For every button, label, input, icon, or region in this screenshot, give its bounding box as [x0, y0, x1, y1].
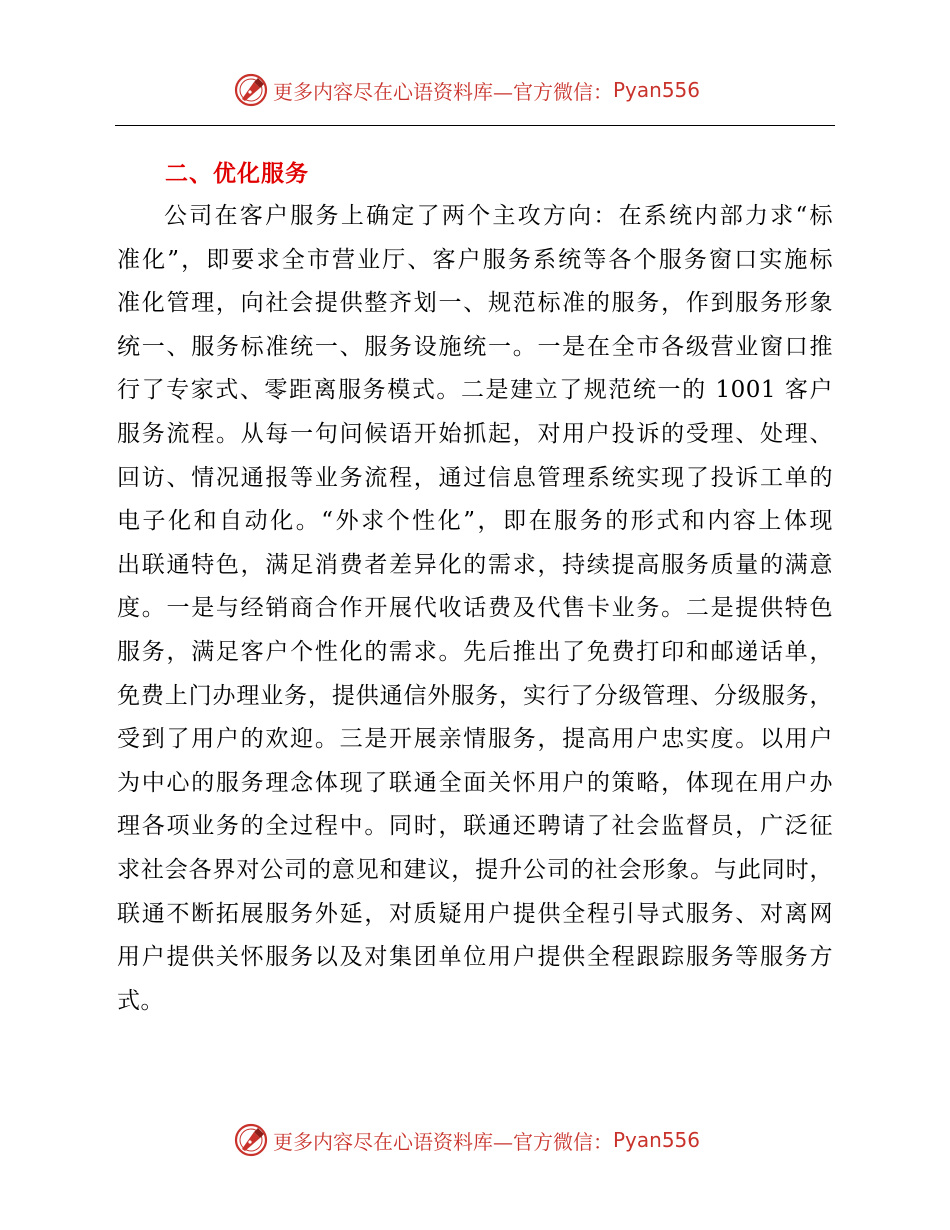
footer-wechat-handle: Pyan556: [613, 1128, 701, 1152]
text-line: 电子化和自动化。“外求个性化”，即在服务的形式和内容上体现: [117, 508, 833, 535]
text-line: 度。一是与经销商合作开展代收话费及代售卡业务。二是提供特色: [117, 595, 833, 622]
header-banner-text: 更多内容尽在心语资料库—官方微信：: [273, 79, 613, 104]
text-line: 联通不断拓展服务外延，对质疑用户提供全程引导式服务、对离网: [117, 900, 833, 927]
text-line: 统一、服务标准统一、服务设施统一。一是在全市各级营业窗口推: [117, 333, 833, 360]
body-paragraph: [117, 195, 833, 1023]
text-line: 免费上门办理业务，提供通信外服务，实行了分级管理、分级服务，: [117, 682, 833, 709]
text-line: 服务流程。从每一句问候语开始抓起，对用户投诉的受理、处理、: [117, 420, 833, 447]
pen-nib-logo-icon: [233, 72, 269, 108]
text-line: 公司在客户服务上确定了两个主攻方向：在系统内部力求“标: [164, 203, 833, 229]
text-line: 式。: [117, 987, 164, 1014]
text-line: 回访、情况通报等业务流程，通过信息管理系统实现了投诉工单的: [117, 464, 833, 491]
text-line: 行了专家式、零距离服务模式。二是建立了规范统一的 1001 客户: [117, 377, 833, 404]
text-line: 服务，满足客户个性化的需求。先后推出了免费打印和邮递话单，: [117, 638, 833, 665]
header-divider: [115, 125, 835, 126]
text-line: 理各项业务的全过程中。同时，联通还聘请了社会监督员，广泛征: [117, 813, 833, 840]
footer-banner-text: 更多内容尽在心语资料库—官方微信：: [273, 1129, 613, 1154]
footer-banner: [233, 1120, 700, 1160]
text-line: 求社会各界对公司的意见和建议，提升公司的社会形象。与此同时，: [117, 856, 833, 883]
text-line: 准化”，即要求全市营业厅、客户服务系统等各个服务窗口实施标: [117, 246, 833, 273]
text-line: 用户提供关怀服务以及对集团单位用户提供全程跟踪服务等服务方: [117, 944, 833, 971]
pen-nib-logo-icon: [233, 1122, 269, 1158]
section-heading: 二、优化服务: [165, 161, 309, 187]
header-banner: [233, 70, 700, 110]
text-line: 受到了用户的欢迎。三是开展亲情服务，提高用户忠实度。以用户: [117, 726, 833, 753]
text-line: 出联通特色，满足消费者差异化的需求，持续提高服务质量的满意: [117, 551, 833, 578]
text-line: 为中心的服务理念体现了联通全面关怀用户的策略，体现在用户办: [117, 769, 833, 796]
text-line: 准化管理，向社会提供整齐划一、规范标准的服务，作到服务形象: [117, 290, 833, 317]
header-wechat-handle: Pyan556: [613, 78, 701, 102]
